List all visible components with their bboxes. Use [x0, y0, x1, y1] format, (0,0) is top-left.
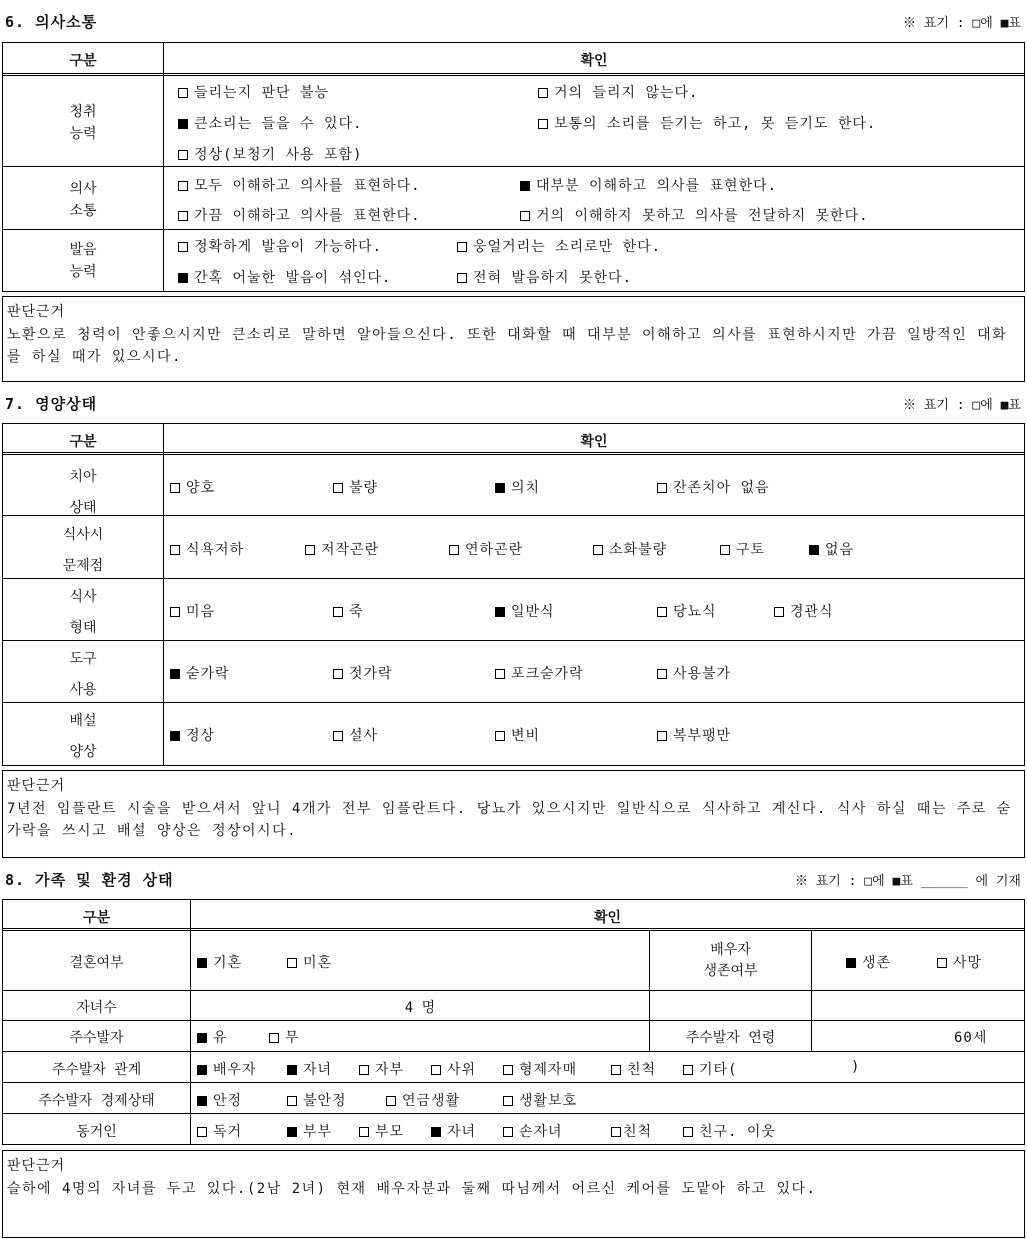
checkbox-icon: [170, 483, 180, 493]
basis-text: 슬하에 4명의 자녀를 두고 있다.(2남 2녀) 현재 배우자분과 둘째 따님께서 어르신 케어를 도맡아 하고 있다.: [7, 1181, 817, 1197]
option-type-4[interactable]: 경관식: [774, 601, 834, 621]
checkbox-icon: [538, 119, 548, 129]
option-utensil-0[interactable]: 숟가락: [170, 663, 230, 683]
checkbox-icon: [495, 669, 505, 679]
row-label-caregiver: 주수발자: [69, 1030, 124, 1046]
option-utensil-2[interactable]: 포크숟가락: [495, 663, 584, 683]
checkbox-icon: [333, 669, 343, 679]
option-excretion-3[interactable]: 복부팽만: [657, 725, 731, 745]
checkbox-icon: [269, 1033, 279, 1043]
option-excretion-2[interactable]: 변비: [495, 725, 540, 745]
option-comm-1[interactable]: 대부분 이해하고 의사를 표현한다.: [520, 175, 777, 195]
checkbox-checked-icon: [287, 1065, 297, 1075]
checkbox-icon: [503, 1065, 513, 1075]
header-confirm: 확인: [580, 53, 608, 69]
option-cohab-6[interactable]: 친구. 이웃: [683, 1121, 776, 1141]
option-teeth-0[interactable]: 양호: [170, 477, 215, 497]
checkbox-icon: [178, 181, 188, 191]
checkbox-icon: [593, 545, 603, 555]
checkbox-icon: [333, 731, 343, 741]
header-category: 구분: [69, 434, 97, 450]
checkbox-icon: [495, 731, 505, 741]
checkbox-checked-icon: [431, 1127, 441, 1137]
header-confirm: 확인: [593, 910, 622, 926]
option-hearing-0[interactable]: 들리는지 판단 불능: [178, 82, 329, 102]
section-8-basis: [2, 1150, 1025, 1238]
section-6-title: 6. 의사소통: [5, 13, 98, 31]
section-8-legend: ※ 표기 : □에 ■표 ______ 에 기재: [794, 874, 1021, 889]
option-meal-0[interactable]: 식욕저하: [170, 539, 244, 559]
checkbox-icon: [657, 483, 667, 493]
option-pron-1[interactable]: 웅얼거리는 소리로만 한다.: [457, 236, 661, 256]
checkbox-icon: [178, 242, 188, 252]
option-meal-3[interactable]: 소화불량: [593, 539, 667, 559]
option-cohab-1[interactable]: 부부: [287, 1121, 332, 1141]
option-comm-0[interactable]: 모두 이해하고 의사를 표현하다.: [178, 175, 421, 195]
checkbox-icon: [457, 273, 467, 283]
option-relation-3[interactable]: 사위: [431, 1059, 476, 1079]
checkbox-checked-icon: [520, 181, 530, 191]
option-excretion-0[interactable]: 정상: [170, 725, 215, 745]
row-label-economy: 주수발자 경제상태: [38, 1093, 155, 1109]
section-7-basis: [2, 770, 1025, 858]
option-caregiver-yes[interactable]: 유: [197, 1027, 228, 1047]
section-8-title: 8. 가족 및 환경 상태: [5, 871, 174, 889]
checkbox-icon: [520, 211, 530, 221]
row-label-pronunciation: 발음 능력: [69, 242, 97, 280]
row-label-marriage: 결혼여부: [69, 955, 124, 971]
option-cohab-0[interactable]: 독거: [197, 1121, 242, 1141]
option-relation-0[interactable]: 배우자: [197, 1059, 257, 1079]
option-utensil-1[interactable]: 젓가락: [333, 663, 393, 683]
option-caregiver-no[interactable]: 무: [269, 1027, 300, 1047]
checkbox-icon: [774, 607, 784, 617]
checkbox-icon: [611, 1127, 621, 1137]
family-table: [2, 899, 1025, 1145]
option-pron-0[interactable]: 정확하게 발음이 가능하다.: [178, 236, 382, 256]
option-econ-3[interactable]: 생활보호: [503, 1090, 577, 1110]
caregiver-age-value[interactable]: 60세: [954, 1030, 988, 1046]
row-label-children: 자녀수: [76, 1000, 117, 1016]
checkbox-checked-icon: [495, 607, 505, 617]
option-cohab-3[interactable]: 자녀: [431, 1121, 476, 1141]
option-meal-1[interactable]: 저작곤란: [305, 539, 379, 559]
relation-close-paren: ): [851, 1059, 861, 1075]
option-cohab-2[interactable]: 부모: [359, 1121, 404, 1141]
option-relation-6[interactable]: 기타(: [683, 1059, 737, 1079]
option-pron-3[interactable]: 전혀 발음하지 못한다.: [457, 267, 632, 287]
checkbox-icon: [657, 669, 667, 679]
checkbox-icon: [305, 545, 315, 555]
checkbox-checked-icon: [495, 483, 505, 493]
nutrition-table: [2, 423, 1025, 766]
checkbox-checked-icon: [197, 1033, 207, 1043]
option-econ-1[interactable]: 불안정: [287, 1090, 347, 1110]
row-label-meal-type: 식사 형태: [69, 589, 97, 636]
option-type-3[interactable]: 당뇨식: [657, 601, 717, 621]
checkbox-icon: [657, 731, 667, 741]
header-category: 구분: [69, 53, 97, 69]
option-econ-2[interactable]: 연금생활: [386, 1090, 460, 1110]
checkbox-icon: [197, 1127, 207, 1137]
checkbox-icon: [683, 1065, 693, 1075]
children-count-value[interactable]: 4 명: [404, 1000, 436, 1016]
option-relation-1[interactable]: 자녀: [287, 1059, 332, 1079]
option-hearing-2[interactable]: 큰소리는 들을 수 있다.: [178, 113, 362, 133]
checkbox-icon: [538, 88, 548, 98]
spouse-status-label: 배우자 생존여부: [703, 942, 758, 979]
option-type-1[interactable]: 죽: [333, 601, 364, 621]
checkbox-icon: [657, 607, 667, 617]
checkbox-icon: [178, 150, 188, 160]
option-hearing-1[interactable]: 거의 들리지 않는다.: [538, 82, 698, 102]
option-pron-2[interactable]: 간혹 어눌한 발음이 섞인다.: [178, 267, 391, 287]
checkbox-checked-icon: [809, 545, 819, 555]
section-7-title: 7. 영양상태: [5, 395, 98, 413]
section-7-legend: ※ 표기 : □에 ■표: [902, 398, 1021, 413]
option-econ-0[interactable]: 안정: [197, 1090, 242, 1110]
checkbox-icon: [720, 545, 730, 555]
checkbox-icon: [178, 211, 188, 221]
option-spouse-deceased[interactable]: 사망: [937, 952, 982, 972]
checkbox-checked-icon: [197, 1096, 207, 1106]
basis-label: 판단근거: [7, 778, 66, 794]
option-relation-2[interactable]: 자부: [359, 1059, 404, 1079]
caregiver-age-label: 주수발자 연령: [685, 1030, 776, 1046]
option-cohab-4[interactable]: 손자녀: [503, 1121, 563, 1141]
option-excretion-1[interactable]: 설사: [333, 725, 378, 745]
option-cohab-5[interactable]: 친척: [611, 1121, 652, 1141]
checkbox-checked-icon: [178, 273, 188, 283]
row-label-utensil: 도구 사용: [69, 651, 97, 698]
checkbox-checked-icon: [178, 119, 188, 129]
checkbox-checked-icon: [846, 958, 856, 968]
checkbox-icon: [178, 88, 188, 98]
basis-label: 판단근거: [7, 304, 66, 320]
checkbox-checked-icon: [170, 731, 180, 741]
checkbox-icon: [170, 607, 180, 617]
option-relation-5[interactable]: 친척: [611, 1059, 656, 1079]
communication-table: [2, 42, 1025, 292]
row-label-cohabitant: 동거인: [76, 1124, 117, 1140]
checkbox-icon: [611, 1065, 621, 1075]
option-married[interactable]: 기혼: [197, 952, 242, 972]
option-meal-5[interactable]: 없음: [809, 539, 854, 559]
checkbox-icon: [359, 1127, 369, 1137]
checkbox-icon: [333, 483, 343, 493]
option-teeth-3[interactable]: 잔존치아 없음: [657, 477, 770, 497]
checkbox-icon: [287, 958, 297, 968]
checkbox-checked-icon: [197, 1065, 207, 1075]
basis-text: 7년전 임플란트 시술을 받으셔서 앞니 4개가 전부 임플란트다. 당뇨가 있으시지만 일반식으로 식사하고 계신다. 식사 하실 때는 주로 숟가락을 쓰시고 배설 양상은 정상이시다.: [7, 801, 1012, 839]
row-label-communication: 의사 소통: [69, 181, 97, 219]
option-spouse-alive[interactable]: 생존: [846, 952, 891, 972]
option-teeth-1[interactable]: 불량: [333, 477, 378, 497]
checkbox-icon: [386, 1096, 396, 1106]
checkbox-icon: [937, 958, 947, 968]
section-6-basis: [2, 296, 1025, 382]
option-comm-3[interactable]: 거의 이해하지 못하고 의사를 전달하지 못한다.: [520, 205, 869, 225]
row-label-excretion: 배설 양상: [69, 713, 97, 760]
checkbox-checked-icon: [287, 1127, 297, 1137]
checkbox-checked-icon: [170, 669, 180, 679]
row-label-teeth: 치아 상태: [69, 469, 97, 516]
section-6-legend: ※ 표기 : □에 ■표: [902, 16, 1021, 31]
header-confirm: 확인: [580, 434, 608, 450]
option-type-2[interactable]: 일반식: [495, 601, 555, 621]
checkbox-icon: [457, 242, 467, 252]
basis-text: 노환으로 청력이 안좋으시지만 큰소리로 말하면 알아들으신다. 또한 대화할 때 대부분 이해하고 의사를 표현하시지만 가끔 일방적인 대화를 하실 때가 있으시다.: [7, 327, 1008, 365]
row-label-meal-problem: 식사시 문제점: [62, 527, 104, 574]
basis-label: 판단근거: [7, 1158, 66, 1174]
option-meal-2[interactable]: 연하곤란: [449, 539, 523, 559]
row-label-relation: 주수발자 관계: [51, 1062, 142, 1078]
header-category: 구분: [82, 910, 111, 926]
checkbox-icon: [333, 607, 343, 617]
row-label-hearing: 청취 능력: [69, 104, 97, 142]
option-comm-2[interactable]: 가끔 이해하고 의사를 표현한다.: [178, 205, 421, 225]
checkbox-checked-icon: [197, 958, 207, 968]
checkbox-icon: [170, 545, 180, 555]
option-utensil-3[interactable]: 사용불가: [657, 663, 731, 683]
checkbox-icon: [431, 1065, 441, 1075]
option-single[interactable]: 미혼: [287, 952, 332, 972]
checkbox-icon: [449, 545, 459, 555]
checkbox-icon: [503, 1127, 513, 1137]
checkbox-icon: [503, 1096, 513, 1106]
checkbox-icon: [359, 1065, 369, 1075]
option-hearing-3[interactable]: 보통의 소리를 듣기는 하고, 못 듣기도 한다.: [538, 113, 876, 133]
option-hearing-4[interactable]: 정상(보청기 사용 포함): [178, 144, 362, 164]
option-type-0[interactable]: 미음: [170, 601, 215, 621]
option-relation-4[interactable]: 형제자매: [503, 1059, 577, 1079]
checkbox-icon: [683, 1127, 693, 1137]
option-meal-4[interactable]: 구토: [720, 539, 765, 559]
checkbox-icon: [287, 1096, 297, 1106]
option-teeth-2[interactable]: 의치: [495, 477, 540, 497]
